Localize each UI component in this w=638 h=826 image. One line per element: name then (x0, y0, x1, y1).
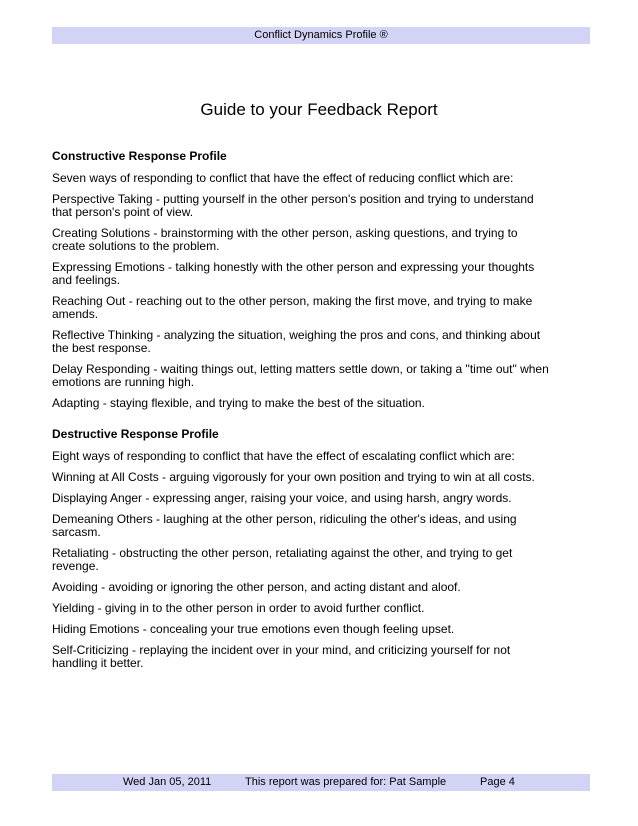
constructive-item: Reflective Thinking - analyzing the situation, weighing the pros and cons, and thinking about the best response. (52, 328, 541, 355)
constructive-item: Creating Solutions - brainstorming with the other person, asking questions, and trying to create solutions to the problem. (52, 226, 518, 253)
footer-band (52, 774, 590, 791)
footer-prepared-for: This report was prepared for: Pat Sample (245, 776, 447, 788)
constructive-item: Expressing Emotions - talking honestly with the other person and expressing your thoughts and feelings. (52, 260, 535, 287)
page-title: Guide to your Feedback Report (200, 100, 438, 119)
constructive-item: Adapting - staying flexible, and trying to make the best of the situation. (52, 396, 425, 410)
destructive-heading: Destructive Response Profile (52, 427, 219, 441)
header-band (52, 27, 590, 44)
constructive-intro: Seven ways of responding to conflict that have the effect of reducing conflict which are: (52, 171, 514, 185)
footer-date: Wed Jan 05, 2011 (123, 776, 212, 788)
header-text: Conflict Dynamics Profile ® (254, 29, 388, 41)
constructive-item: Reaching Out - reaching out to the other person, making the first move, and trying to make amends. (52, 294, 533, 321)
report-content (52, 149, 552, 678)
destructive-item: Hiding Emotions - concealing your true emotions even though feeling upset. (52, 622, 455, 636)
destructive-item: Demeaning Others - laughing at the other person, ridiculing the other's ideas, and using sarcasm. (52, 512, 517, 539)
destructive-item: Self-Criticizing - replaying the incident over in your mind, and criticizing yourself for not handling it better. (52, 643, 511, 670)
constructive-item: Perspective Taking - putting yourself in the other person's position and trying to understand that person's point of view. (52, 192, 534, 219)
destructive-intro: Eight ways of responding to conflict that have the effect of escalating conflict which are: (52, 449, 515, 463)
constructive-item: Delay Responding - waiting things out, letting matters settle down, or taking a "time out" when emotions are running high. (52, 362, 549, 389)
destructive-section (52, 427, 552, 670)
constructive-heading: Constructive Response Profile (52, 149, 227, 163)
footer-page-number: Page 4 (480, 776, 515, 788)
destructive-item: Yielding - giving in to the other person in order to avoid further conflict. (52, 601, 425, 615)
destructive-item: Displaying Anger - expressing anger, raising your voice, and using harsh, angry words. (52, 491, 512, 505)
destructive-item: Avoiding - avoiding or ignoring the other person, and acting distant and aloof. (52, 580, 461, 594)
destructive-item: Retaliating - obstructing the other person, retaliating against the other, and trying to get revenge. (52, 546, 513, 573)
destructive-item: Winning at All Costs - arguing vigorously for your own position and trying to win at all costs. (52, 470, 535, 484)
constructive-section (52, 149, 552, 410)
